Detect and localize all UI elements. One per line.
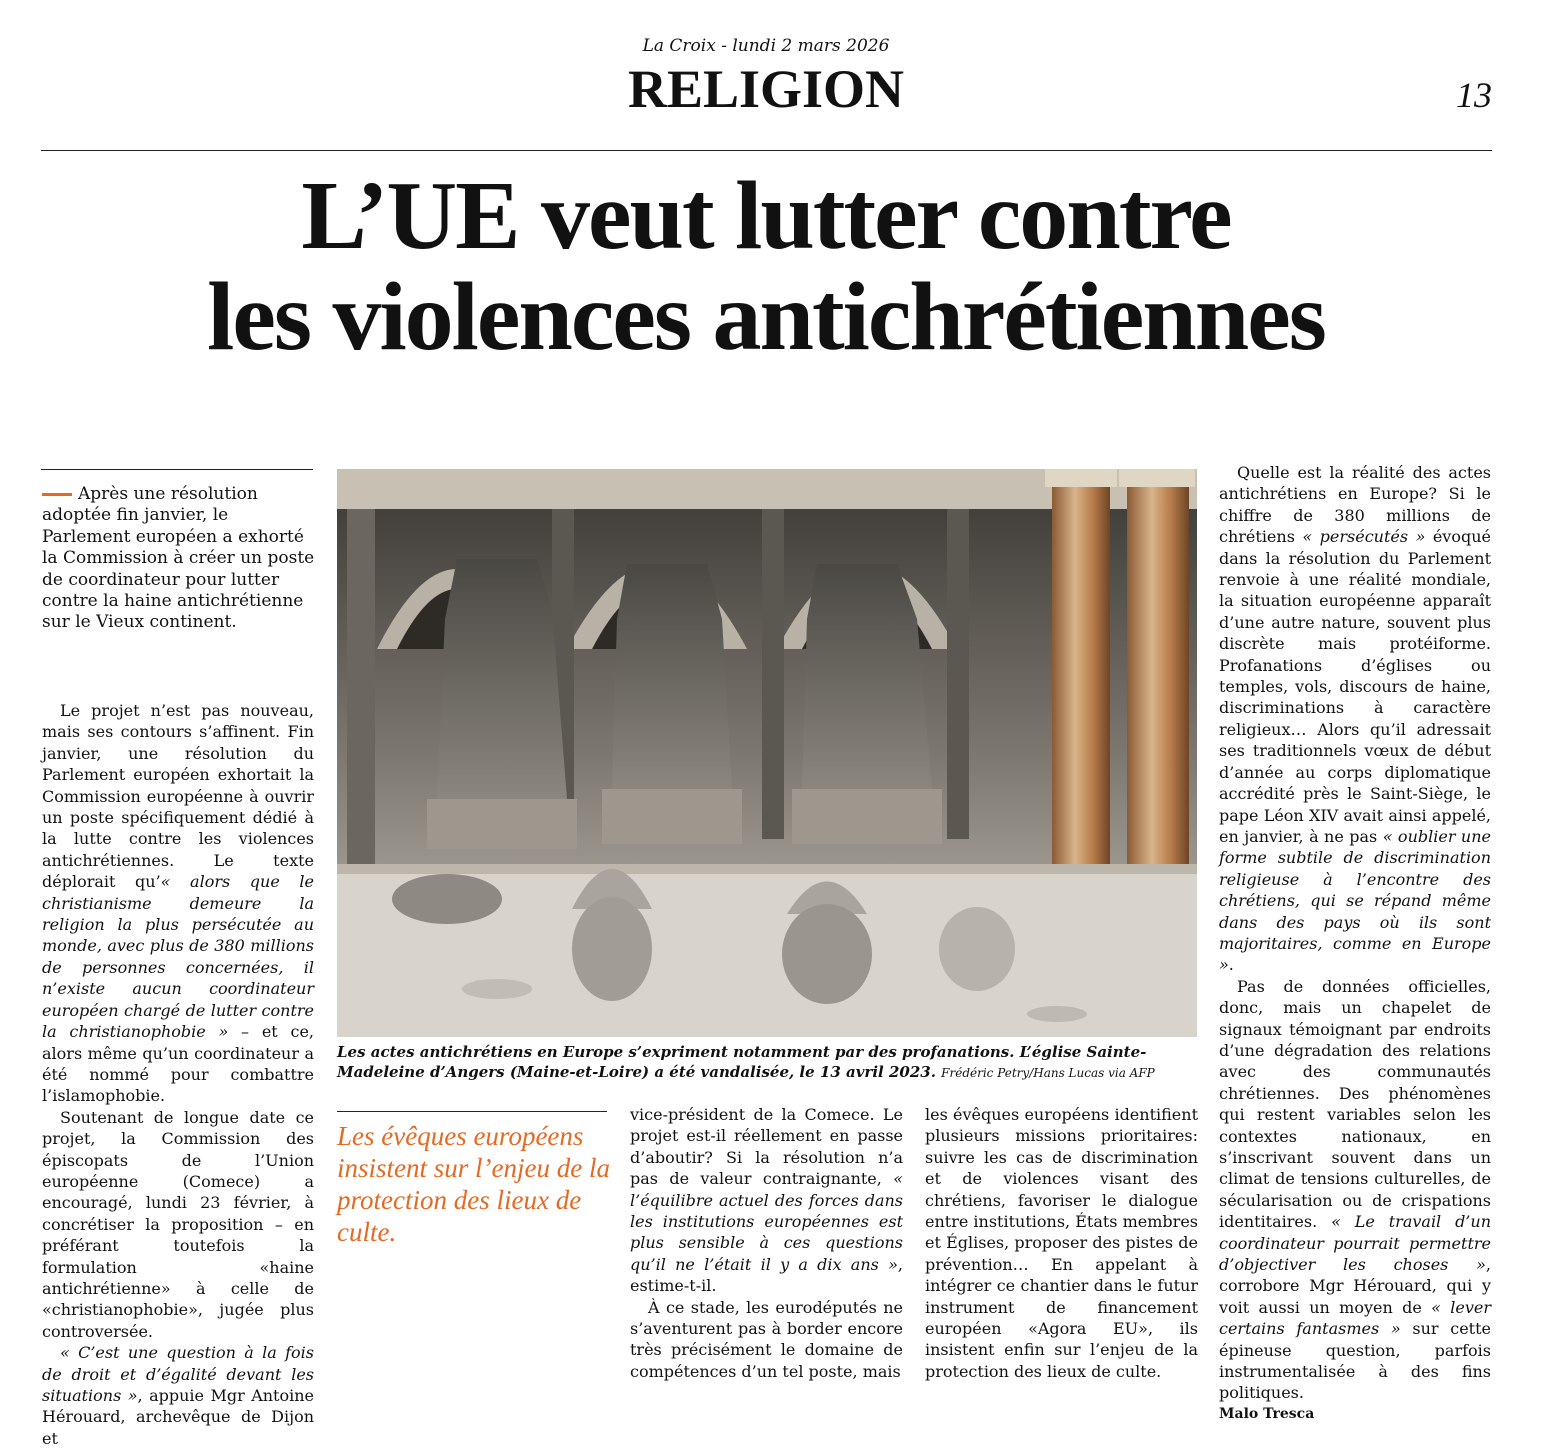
quote: « Le travail d’un coordinateur pourrait permettre d’objectiver les choses »: [1219, 1212, 1491, 1275]
quote: « alors que le christianisme demeure la religion la plus persécutée au monde, avec plus de 380 millions de personnes concernées, il n’existe aucun coordinateur européen chargé de lutter contre la christianophobie »: [42, 872, 315, 1042]
chapo-text: Après une résolution adoptée fin janvier, le Parlement européen a exhorté la Commission à créer un poste de coordinateur pour lutter contre la haine antichrétienne sur le Vieux continent.: [42, 484, 315, 633]
paragraph: les évêques européens identifient plusieurs missions prioritaires: suivre les cas de discrimination et de violences visant des chrétiens, favoriser le dialogue entre institutions, États membres et Églises, proposer des pistes de prévention… En appelant à intégrer ce chantier dans le futur instrument de financement européen «Agora EU», ils insistent enfin sur l’enjeu de la protection des lieux de culte.: [925, 1105, 1198, 1381]
quote: « lever certains fantasmes »: [1219, 1297, 1491, 1339]
date-line: La Croix - lundi 2 mars 2026: [642, 36, 890, 56]
article-photo: [337, 469, 1197, 1037]
column-4: [925, 1104, 1198, 1382]
paragraph: À ce stade, les eurodéputés ne s’aventurent pas à border encore très précisément le domaine de compétences d’un tel poste, mais: [630, 1297, 903, 1381]
quote: « C’est une question à la fois de droit et d’égalité devant les situations »: [42, 1343, 314, 1405]
accent-dash: [42, 493, 72, 496]
pullquote-rule: [337, 1111, 607, 1112]
paragraph: « C’est une question à la fois de droit et d’égalité devant les situations », appuie Mgr Antoine Hérouard, archevêque de Dijon et: [42, 1343, 315, 1448]
quote: « l’équilibre actuel des forces dans les institutions européennes est plus sensible à ces questions qu’il ne l’était il y a dix ans »: [630, 1169, 903, 1274]
paragraph: Pas de données officielles, donc, mais un chapelet de signaux témoignant par endroits d’une dégradation des relations avec des communautés chrétiennes. Des phénomènes qui restent variables selon les contextes nationaux, en s’inscrivant souvent dans un climat de tensions culturelles, de sécularisation ou de crispations identitaires. « Le travail d’un coordinateur pourrait permettre d’objectiver les choses », corrobore Mgr Hérouard, qui y voit aussi un moyen de « lever certains fantasmes » sur cette épineuse question, parfois instrumentalisée à des fins politiques.: [1219, 976, 1491, 1403]
header-rule: [41, 150, 1492, 151]
headline-line-2: les violences antichrétiennes: [207, 262, 1325, 371]
paragraph: Soutenant de longue date ce projet, la Commission des épiscopats de l’Union européenne (Comece) a encouragé, lundi 23 février, à concrétiser la proposition – en préférant toutefois la formulation «haine antichrétienne» à celle de «christianophobie», jugée plus controversée.: [42, 1107, 314, 1341]
chapo-rule: [41, 469, 313, 470]
column-3: [630, 1104, 903, 1382]
byline: Malo Tresca: [1219, 1405, 1315, 1422]
section-title: RELIGION: [627, 59, 905, 119]
photo-caption: Les actes antichrétiens en Europe s’expriment notamment par des profanations. L’église Sainte-Madeleine d’Angers (Maine-et-Loire) a été vandalisée, le 13 avril 2023. Frédéric Petry/Hans Lucas via AFP: [337, 1043, 1155, 1081]
headline-line-1: L’UE veut lutter contre: [301, 162, 1231, 270]
page-number: 13: [1456, 75, 1492, 115]
paragraph: Quelle est la réalité des actes antichrétiens en Europe? Si le chiffre de 380 millions de chrétiens « persécutés » évoqué dans la résolution du Parlement renvoie à une réalité mondiale, la situation européenne apparaît d’une autre nature, souvent plus discrète mais protéiforme. Profanations d’églises ou temples, vols, discours de haine, discriminations à caractère religieux… Alors qu’il adressait ses traditionnels vœux de début d’année au corps diplomatique accrédité près le Saint-Siège, le pape Léon XIV avait ainsi appelé, en janvier, à ne pas « oublier une forme subtile de discrimination religieuse à l’encontre des chrétiens, qui se répand même dans des pays où ils sont majoritaires, comme en Europe ».: [1219, 463, 1491, 975]
pullquote: Les évêques européens insistent sur l’enjeu de la protection des lieux de culte.: [337, 1121, 610, 1247]
article-chapo: [42, 484, 320, 634]
paragraph: Le projet n’est pas nouveau, mais ses contours s’affinent. Fin janvier, une résolution du Parlement européen exhortait la Commission européenne à ouvrir un poste spécifiquement dédié à la lutte contre les violences antichrétiennes. Le texte déplorait qu’« alors que le christianisme demeure la religion la plus persécutée au monde, avec plus de 380 millions de personnes concernées, il n’existe aucun coordinateur européen chargé de lutter contre la christianophobie » – et ce, alors même qu’un coordinateur a été nommé pour combattre l’islamophobie.: [42, 701, 315, 1106]
quote: « oublier une forme subtile de discrimination religieuse à l’encontre des chrétiens, qui se répand même dans des pays où ils sont majoritaires, comme en Europe »: [1219, 826, 1491, 975]
column-1: [42, 700, 314, 1449]
article-headline: [0, 162, 1532, 371]
column-5: [1219, 462, 1491, 1425]
paragraph: vice-président de la Comece. Le projet est-il réellement en passe d’aboutir? Si la résolution n’a pas de valeur contraignante, « l’équilibre actuel des forces dans les institutions européennes est plus sensible à ces questions qu’il ne l’était il y a dix ans », estime-t-il.: [630, 1105, 903, 1296]
photo-credit: Frédéric Petry/Hans Lucas via AFP: [941, 1066, 1155, 1080]
quote: « persécutés »: [1302, 527, 1426, 547]
